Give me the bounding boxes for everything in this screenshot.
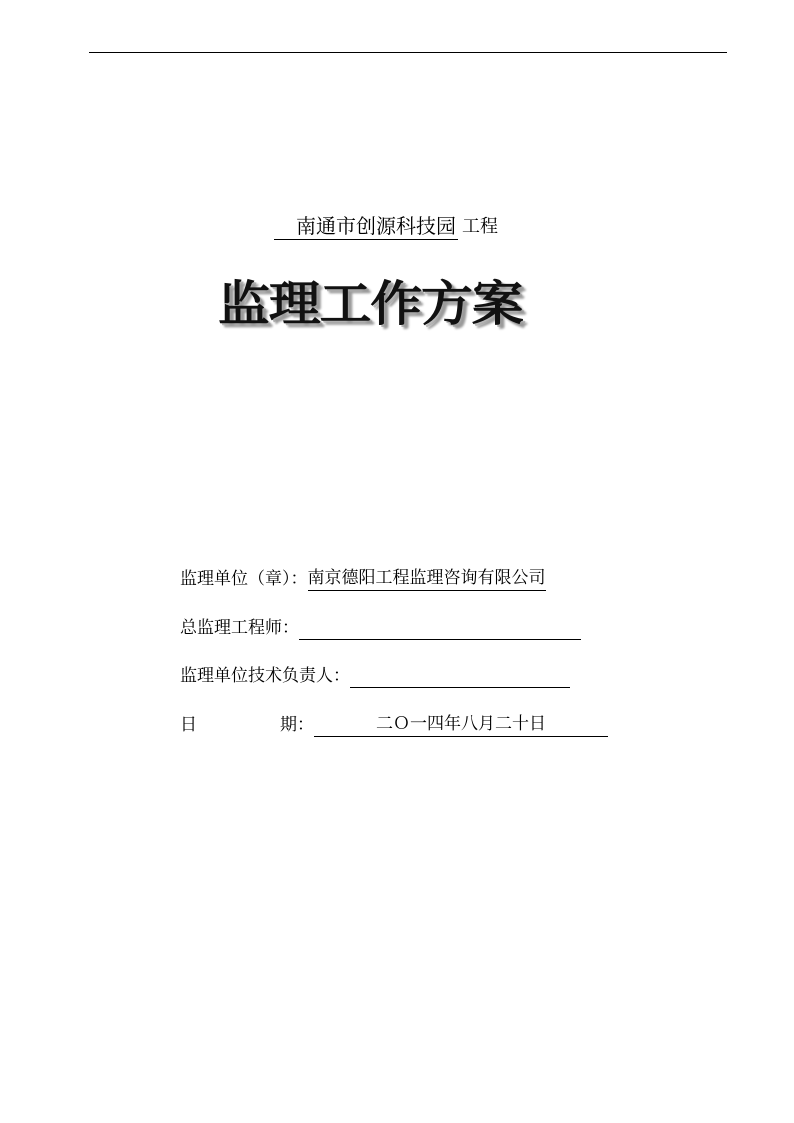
header-rule	[89, 52, 727, 53]
project-line	[274, 210, 498, 240]
date-value	[314, 712, 608, 737]
tech-lead-label: 监理单位技术负责人：	[180, 666, 350, 686]
document-title: 监理工作方案	[218, 276, 523, 332]
supervision-unit-value: 南京德阳工程监理咨询有限公司	[308, 566, 546, 591]
date-label-ri: 日	[180, 715, 197, 735]
tech-lead-row	[180, 664, 570, 688]
date-row	[180, 712, 608, 737]
tech-lead-blank	[350, 667, 570, 688]
date-text: 二Ｏ一四年八月二十日	[376, 714, 546, 734]
project-name: 南通市创源科技园	[274, 213, 458, 240]
chief-engineer-blank	[299, 619, 581, 640]
chief-engineer-label: 总监理工程师：	[180, 618, 299, 638]
chief-engineer-row	[180, 616, 581, 640]
project-suffix: 工程	[462, 216, 498, 237]
date-label-qi: 期：	[280, 715, 314, 735]
supervision-unit-label: 监理单位（章）：	[180, 569, 308, 589]
supervision-unit-row	[180, 566, 546, 591]
